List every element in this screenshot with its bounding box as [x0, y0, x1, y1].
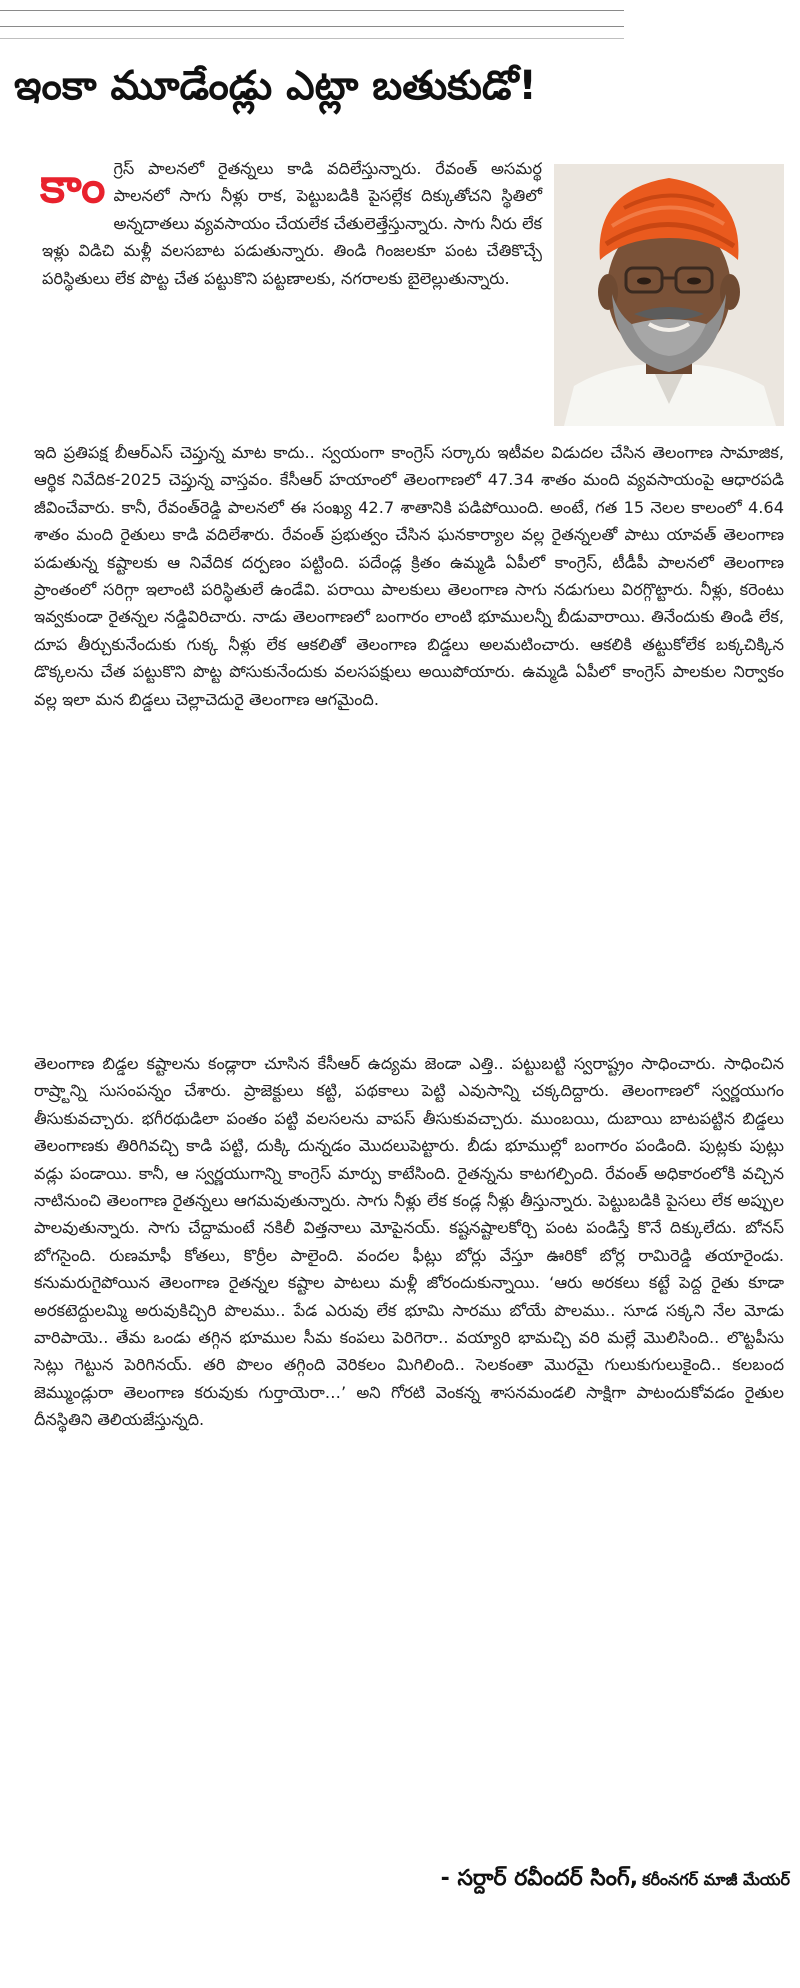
author-name: - సర్దార్ రవీందర్ సింగ్,	[440, 1866, 639, 1891]
paragraph-body-2: తెలంగాణ బిడ్డల కష్టాలను కండ్లారా చూసిన కేసీఆర్ ఉద్యమ జెండా ఎత్తి.. పట్టుబట్టి స్వరాష్ట్రం సాధించారు. సాధించిన రాష్ర్టాన్ని సుసంపన్నం చేశారు. ప్రాజెక్టులు కట్టి, పథకాలు పెట్టి ఎవుసాన్ని చక్కదిద్దారు. తెలంగాణలో స్వర్ణయుగం తీసుకువచ్చారు. భగీరథుడిలా పంతం పట్టి వలసలను వాపస్ తీసుకువచ్చారు. ముంబయి, దుబాయి బాటపట్టిన బిడ్డలు తెలంగాణకు తిరిగివచ్చి కాడి పట్టి, దుక్కి దున్నడం మొదలుపెట్టారు. బీడు భూముల్లో బంగారం పండింది. పుట్లకు పుట్లు వడ్లు పండాయి. కానీ, ఆ స్వర్ణయుగాన్ని కాంగ్రెస్ మార్పు కాటేసింది. రైతన్నను కాటగల్పింది. రేవంత్ అధికారంలోకి వచ్చిన నాటినుంచి తెలంగాణ రైతన్నలు ఆగమవుతున్నారు. సాగు నీళ్లు లేక కండ్ల నీళ్లు తీస్తున్నారు. పెట్టుబడికి పైసలు లేక అప్పుల పాలవుతున్నారు. సాగు చేద్దామంటే నకిలీ విత్తనాలు మోపైనయ్. కష్టనష్టాలకోర్చి పంట పండిస్తే కొనే దిక్కులేదు. బోనస్ బోగసైంది. రుణమాఫీ కోతలు, కొర్రీల పాలైంది. వందల ఫీట్లు బోర్లు వేస్తూ ఊరికో బోర్ల రామిరెడ్డి తయారైండు. కనుమరుగైపోయిన తెలంగాణ రైతన్నల కష్టాల పాటలు మళ్లీ జోరందుకున్నాయి. ‘ఆరు అరకలు కట్టే పెద్ద రైతు కూడా అరకటెద్దులమ్మి అరువుకిచ్చిరి పొలము.. పేడ ఎరువు లేక భూమి సారము బోయే పొలము.. సూడ సక్కని నేల మోడు వారిపాయె.. తేమ ఒండు తగ్గిన భూముల సీమ కంపలు పెరిగెరా.. వయ్యారి భామచ్చి వరి మల్లే మొలిసింది.. లొట్టపీసు సెట్లు గెట్టున పెరిగినయ్. తరి పొలం తగ్గింది వెరికలం మిగిలింది.. సెలకంతా మొరమై గులుకుగులుకైంది.. కలబంద జెమ్ముండ్లురా తెలంగాణ కరువుకు గుర్తాయెరా…’ అని గోరటి వెంకన్న శాసనమండలి సాక్షిగా పాటందుకోవడం రైతుల దీనస్థితిని తెలియజేస్తున్నది.	[34, 1054, 784, 1430]
top-rule	[0, 38, 624, 39]
paragraph-intro-text: గ్రెస్ పాలనలో రైతన్నలు కాడి వదిలేస్తున్నారు. రేవంత్ అసమర్థ పాలనలో సాగు నీళ్లు రాక, పెట్టుబడికి పైసల్లేక దిక్కుతోచని స్థితిలో అన్నదాతలు వ్యవసాయం చేయలేక చేతులెత్తేస్తున్నారు. సాగు నీరు లేక ఇళ్లు విడిచి మళ్లీ వలసబాట పడుతున్నారు. తిండి గింజలకూ పంట చేతికొచ్చే పరిస్థితులు లేక పొట్ట చేత పట్టుకొని పట్టణాలకు, నగరాలకు బైలెల్లుతున్నారు.	[42, 159, 542, 288]
top-rule	[0, 26, 624, 27]
author-byline	[250, 1866, 790, 1896]
top-rule	[0, 10, 624, 11]
paragraph-intro	[42, 155, 542, 292]
drop-cap: కాం	[40, 158, 106, 214]
article-headline: ఇంకా మూడేండ్లు ఎట్లా బతుకుడో!	[14, 63, 537, 109]
author-role: కరీంనగర్ మాజీ మేయర్	[642, 1870, 790, 1889]
paragraph-body-1: ఇది ప్రతిపక్ష బీఆర్ఎస్ చెప్తున్న మాట కాదు.. స్వయంగా కాంగ్రెస్ సర్కారు ఇటీవల విడుదల చేసిన తెలంగాణ సామాజిక, ఆర్థిక నివేదిక-2025 చెప్తున్న వాస్తవం. కేసీఆర్ హయాంలో తెలంగాణలో 47.34 శాతం మంది వ్యవసాయంపై ఆధారపడి జీవించేవారు. కానీ, రేవంత్‌రెడ్డి పాలనలో ఈ సంఖ్య 42.7 శాతానికి పడిపోయింది. అంటే, గత 15 నెలల కాలంలో 4.64 శాతం మంది రైతులు కాడి వదిలేశారు. రేవంత్ ప్రభుత్వం చేసిన ఘనకార్యాల వల్ల రైతన్నలతో పాటు యావత్ తెలంగాణ పడుతున్న కష్టాలకు ఆ నివేదిక దర్పణం పట్టింది. పదేండ్ల క్రితం ఉమ్మడి ఏపీలో కాంగ్రెస్, టీడీపీ పాలనలో తెలంగాణ ప్రాంతంలో సరిగ్గా ఇలాంటి పరిస్థితులే ఉండేవి. పరాయి పాలకులు తెలంగాణ సాగు నడుగులు విరగ్గొట్టారు. నీళ్లు, కరెంటు ఇవ్వకుండా రైతన్నల నడ్డివిరిచారు. నాడు తెలంగాణలో బంగారం లాంటి భూములన్నీ బీడువారాయి. తినేందుకు తిండి లేక, దూప తీర్చుకునేందుకు గుక్క నీళ్లు లేక ఆకలితో తెలంగాణ బిడ్డలు అలమటించారు. ఆకలికి తట్టుకోలేక బక్కచిక్కిన డొక్కలను చేత పట్టుకొని పొట్ట పోసుకునేందుకు వలసపక్షులు అయిపోయారు. ఉమ్మడి ఏపీలో కాంగ్రెస్ పాలకుల నిర్వాకం వల్ల ఇలా మన బిడ్డలు చెల్లాచెదురై తెలంగాణ ఆగమైంది.	[34, 443, 784, 709]
author-portrait-illustration	[554, 164, 784, 426]
author-photo	[554, 164, 784, 426]
